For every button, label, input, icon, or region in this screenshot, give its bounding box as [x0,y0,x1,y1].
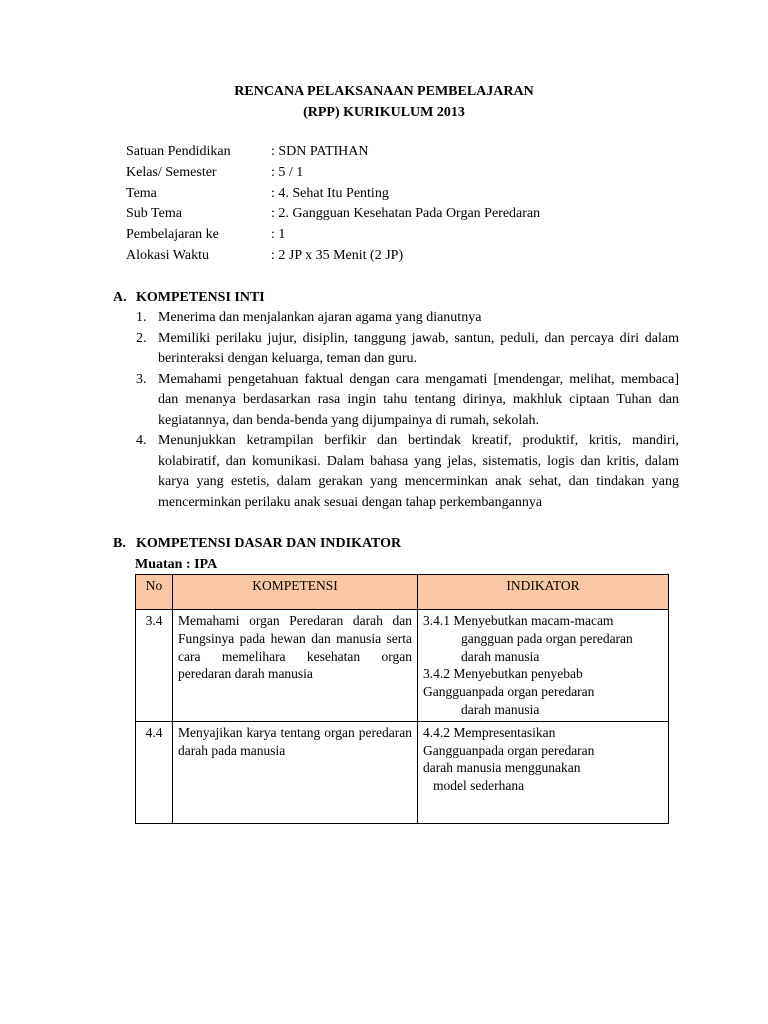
indicator-line: darah manusia [461,701,540,717]
list-number: 3. [136,371,147,387]
info-label: Sub Tema [126,206,182,222]
cell-no: 4.4 [136,721,173,823]
section-a-title: KOMPETENSI INTI [136,290,265,305]
info-row [126,163,626,184]
table-row [136,610,669,722]
kompetensi-dasar-table [135,574,669,824]
list-item [136,431,679,513]
indicator-line: 3.4.2 Menyebutkan penyebab [423,666,583,682]
document-title-line2: (RPP) KURIKULUM 2013 [303,105,465,120]
header-indikator: INDIKATOR [418,575,669,610]
cell-kompetensi: Menyajikan karya tentang organ peredaran darah pada manusia [173,721,418,823]
info-value: : 2. Gangguan Kesehatan Pada Organ Peredaran [271,206,541,222]
info-value: : 4. Sehat Itu Penting [271,185,389,201]
header-no: No [136,575,173,610]
indicator-line: darah manusia [461,648,540,664]
list-item [136,370,679,432]
info-value: : SDN PATIHAN [271,144,369,159]
indicator-line: darah manusia menggunakan [423,760,581,776]
indicator-line: 3.4.1 Menyebutkan macam-macam [423,613,614,628]
muatan-label: Muatan : IPA [135,557,218,572]
info-label: Alokasi Waktu [126,247,209,263]
info-label: Tema [126,185,157,201]
indicator-line: model sederhana [433,778,525,794]
info-row [126,184,626,205]
info-label: Kelas/ Semester [126,164,217,180]
list-text: Menunjukkan ketrampilan berfikir dan bertindak kreatif, produktif, kritis, mandiri, kolabiratif, dan komunikasi. Dalam bahasa yang jelas, sistematis, logis dan kritis, dalam karya yang estetis, dalam gerakan yang mencerminkan anak sehat, dan tindakan yang mencerminkan perilaku anak sesuai dengan tahap perkembangannya [158,433,679,510]
info-row [126,246,626,267]
table-header-row [136,575,669,610]
list-number: 2. [136,330,147,346]
list-text: Memahami pengetahuan faktual dengan cara mengamati [mendengar, melihat, membaca] dan menanya berdasarkan rasa ingin tahu tentang dirinya, makhluk ciptaan Tuhan dan kegiatannya, dan benda-benda yang dijumpainya di rumah, sekolah. [158,371,679,428]
cell-indikator [418,721,669,823]
indicator-line: Gangguanpada organ peredaran [423,742,595,758]
list-text: Menerima dan menjalankan ajaran agama yang dianutnya [158,310,482,325]
document-title-line1: RENCANA PELAKSANAAN PEMBELAJARAN [234,84,534,99]
identity-block [126,142,626,267]
list-item [136,329,679,370]
info-value: : 1 [271,227,286,243]
cell-indikator [418,610,669,722]
section-a-letter: A. [113,290,127,305]
list-text: Memiliki perilaku jujur, disiplin, tanggung jawab, santun, peduli, dan percaya diri dalam berinteraksi dengan keluarga, teman dan guru. [158,330,679,366]
section-b-letter: B. [113,536,126,551]
header-kompetensi: KOMPETENSI [173,575,418,610]
list-number: 1. [136,310,147,325]
cell-kompetensi: Memahami organ Peredaran darah dan Fungsinya pada hewan dan manusia serta cara memelihara kesehatan organ peredaran darah manusia [173,610,418,722]
section-a-heading [113,288,265,309]
list-item [136,308,679,329]
section-b-heading [113,534,401,555]
info-row [126,225,626,246]
info-row [126,142,626,163]
section-b-title: KOMPETENSI DASAR DAN INDIKATOR [136,536,402,551]
info-label: Satuan Pendidikan [126,144,231,159]
kompetensi-inti-list [136,308,679,513]
table-row [136,721,669,823]
indicator-line: 4.4.2 Mempresentasikan [423,724,556,740]
info-row [126,204,626,225]
list-number: 4. [136,433,147,448]
info-value: : 5 / 1 [271,164,304,180]
cell-no: 3.4 [136,610,173,722]
indicator-line: gangguan pada organ peredaran [461,630,633,646]
info-value: : 2 JP x 35 Menit (2 JP) [271,247,404,263]
info-label: Pembelajaran ke [126,227,219,243]
indicator-line: Gangguanpada organ peredaran [423,684,595,700]
